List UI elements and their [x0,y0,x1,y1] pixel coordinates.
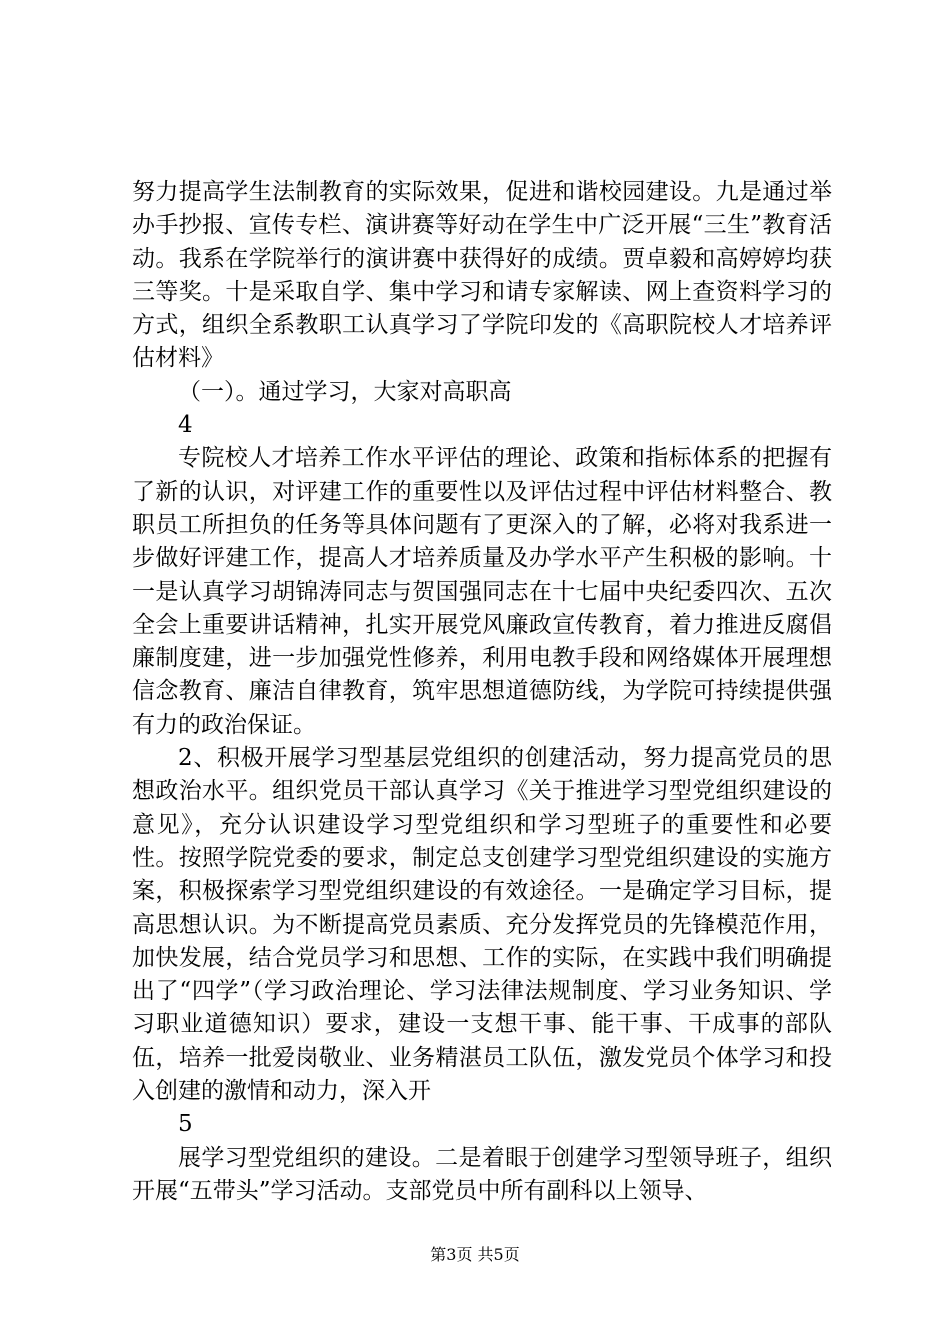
page-footer: 第3页 共5页 [430,1245,520,1264]
body-text [132,176,832,1208]
inline-page-number-5: 5 [178,1111,193,1138]
paragraph-2: （一）。通过学习，大家对高职高 [178,378,512,405]
paragraph-4: 2、积极开展学习型基层党组织的创建活动，努力提高党员的思想政治水平。组织党员干部认真学习《关于推进学习型党组织建设的意见》，充分认识建设学习型党组织和学习型班子的重要性和必要性。按照学院党委的要求，制定总支创建学习型党组织建设的实施方案，积极探索学习型党组织建设的有效途径。一是确定学习目标，提高思想认识。为不断提高党员素质、充分发挥党员的先锋模范作用，加快发展，结合党员学习和思想、工作的实际，在实践中我们明确提出了“四学”（学习政治理论、学习法律法规制度、学习业务知识、学习职业道德知识）要求，建设一支想干事、能干事、干成事的部队伍，培养一批爱岗敬业、业务精湛员工队伍，激发党员个体学习和投入创建的激情和动力，深入开 [132,745,832,1105]
paragraph-1: 努力提高学生法制教育的实际效果，促进和谐校园建设。九是通过举办手抄报、宣传专栏、演讲赛等好动在学生中广泛开展“三生”教育活动。我系在学院举行的演讲赛中获得好的成绩。贾卓毅和高婷婷均获三等奖。十是采取自学、集中学习和请专家解读、网上查资料学习的方式，组织全系教职工认真学习了学院印发的《高职院校人才培养评估材料》 [132,179,832,372]
paragraph-5: 展学习型党组织的建设。二是着眼于创建学习型领导班子，组织开展“五带头”学习活动。支部党员中所有副科以上领导、 [132,1144,832,1204]
inline-page-number-4: 4 [178,412,193,439]
paragraph-3: 专院校人才培养工作水平评估的理论、政策和指标体系的把握有了新的认识，对评建工作的重要性以及评估过程中评估材料整合、教职员工所担负的任务等具体问题有了更深入的了解，必将对我系进一步做好评建工作，提高人才培养质量及办学水平产生积极的影响。十一是认真学习胡锦涛同志与贺国强同志在十七届中央纪委四次、五次全会上重要讲话精神，扎实开展党风廉政宣传教育，着力推进反腐倡廉制度建，进一步加强党性修养，利用电教手段和网络媒体开展理想信念教育、廉洁自律教育，筑牢思想道德防线，为学院可持续提供强有力的政治保证。 [132,445,832,738]
